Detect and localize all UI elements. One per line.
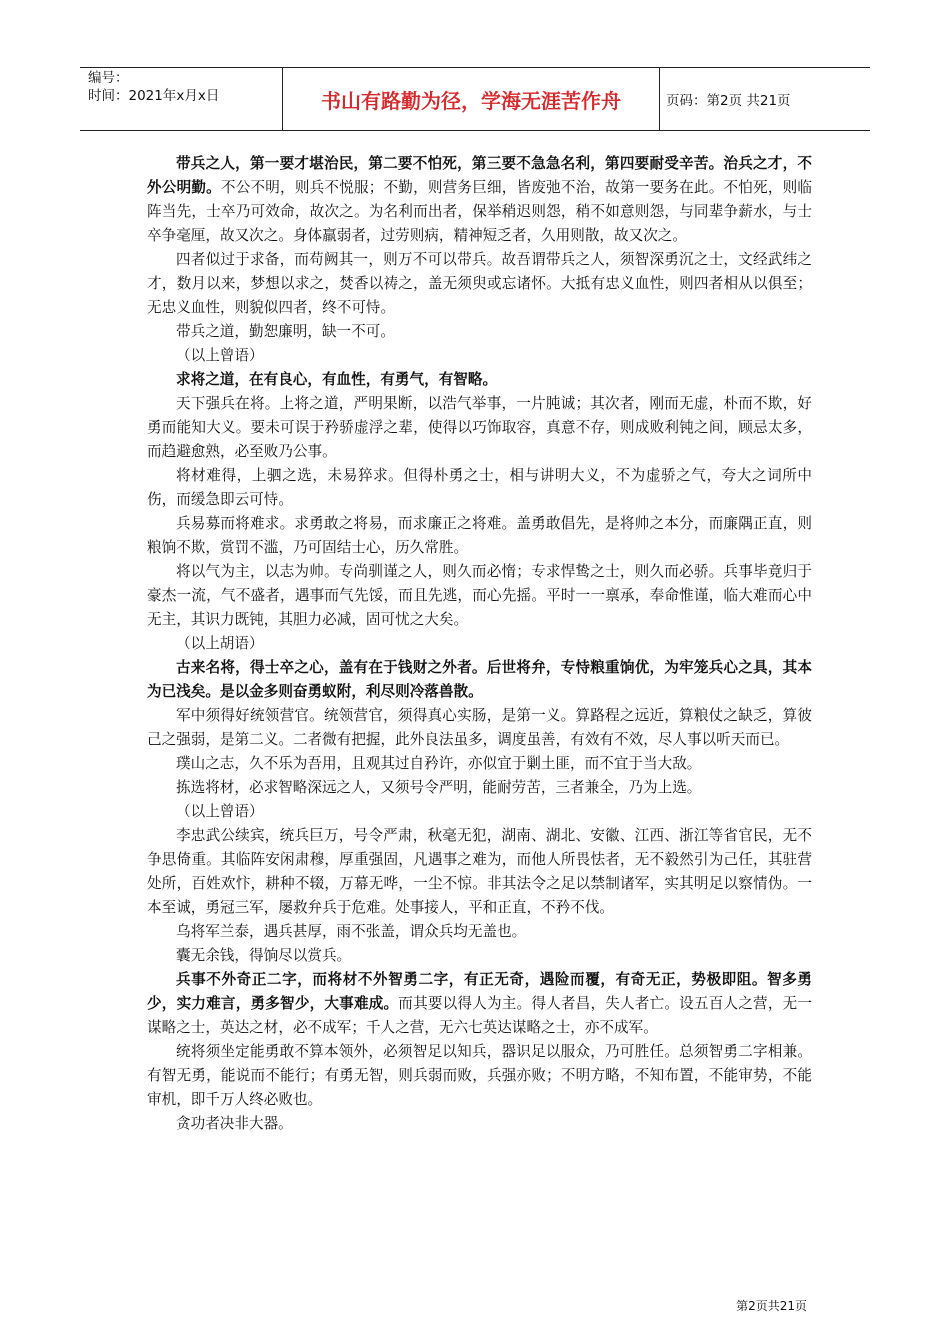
header-meta: [80, 68, 283, 130]
paragraph: [147, 320, 812, 344]
body-text: 军中须得好统领营官。统领营官，须得真心实肠，是第一义。算路程之远近，算粮仗之缺乏，算彼己之强弱，是第二义。二者微有把握，此外良法虽多，调度虽善，有效有不效，尽人事以听天而已。: [147, 707, 812, 748]
paragraph: [147, 1112, 812, 1136]
body-text: 将以气为主，以志为帅。专尚驯谨之人，则久而必惰；专求悍鸷之士，则久而必骄。兵事毕竟归于豪杰一流，气不盛者，遇事而气先馁，而且先逃，而心先摇。平时一一禀承，奉命惟谨，临大难而心中无主，其识力既钝，其胆力必减，固可忧之大矣。: [147, 563, 812, 628]
source-note: [147, 344, 812, 368]
bold-text: 兵事不外奇正二字，而将材不外智勇二字，有正无奇，遇险而覆，有奇无正，势极即阻。智多勇少，实力难言，勇多智少，大事难成。: [147, 971, 812, 1012]
bold-text: 古来名将，得士卒之心，盖有在于钱财之外者。后世将弁，专恃粮重饷优，为牢笼兵心之具，其本为已浅矣。是以金多则奋勇蚁附，利尽则冷落兽散。: [147, 659, 812, 700]
paragraph: [147, 656, 812, 704]
body-text: 乌将军兰泰，遇兵甚厚，雨不张盖，谓众兵均无盖也。: [176, 923, 527, 940]
body-text: 拣选将材，必求智略深远之人，又须号令严明，能耐劳苦，三者兼全，乃为上选。: [176, 779, 702, 796]
body-text: 不公不明，则兵不悦服；不勤，则营务巨细，皆废弛不治，故第一要务在此。不怕死，则临阵当先，士卒乃可效命，故次之。为名利而出者，保举稍迟则怨，稍不如意则怨，与同辈争薪水，与士卒争毫厘，故又次之。身体羸弱者，过劳则病，精神短乏者，久用则散，故又次之。: [147, 179, 812, 244]
body-text: （以上曾语）: [176, 803, 264, 820]
body-text: 李忠武公续宾，统兵巨万，号令严肃，秋毫无犯，湖南、湖北、安徽、江西、浙江等省官民，无不争思倚重。其临阵安闲肃穆，厚重强固，凡遇事之难为，而他人所畏怯者，无不毅然引为己任，其驻营处所，百姓欢忭，耕种不辍，万幕无哗，一尘不惊。非其法令之足以禁制诸军，实其明足以察情伪。一本至诚，勇冠三军，屡救弁兵于危难。处事接人，平和正直，不矜不伐。: [147, 827, 812, 916]
bold-text: 带兵之人，第一要才堪治民，第二要不怕死，第三要不急急名利，第四要耐受辛苦。治兵之才，不外公明勤。: [147, 155, 812, 196]
document-body: [147, 152, 812, 1136]
body-text: 贪功者决非大器。: [176, 1115, 293, 1132]
paragraph: [147, 560, 812, 632]
body-text: 天下强兵在将。上将之道，严明果断，以浩气举事，一片肫诚；其次者，刚而无虚，朴而不欺，好勇而能知大义。要未可误于矜骄虚浮之辈，使得以巧饰取容，真意不存，则成败利钝之间，顾忌太多，而趋避愈熟，必至败乃公事。: [147, 395, 812, 460]
time-label: 时间：2021年x月x日: [88, 88, 220, 104]
body-text: 统将须坐定能勇敢不算本领外，必须智足以知兵，器识足以服众，乃可胜任。总须智勇二字相兼。有智无勇，能说而不能行；有勇无智，则兵弱而败，兵强亦败；不明方略，不知布置，不能审势，不能审机，即千万人终必败也。: [147, 1043, 812, 1108]
page-header: [80, 67, 870, 131]
body-text: 带兵之道，勤恕廉明，缺一不可。: [176, 323, 395, 340]
body-text: （以上胡语）: [176, 635, 264, 652]
paragraph: [147, 944, 812, 968]
body-text: 兵易募而将难求。求勇敢之将易，而求廉正之将难。盖勇敢倡先，是将帅之本分，而廉隅正直，则粮饷不欺，赏罚不滥，乃可固结士心，历久常胜。: [147, 515, 812, 556]
header-page-number: 页码：第2页 共21页: [666, 93, 791, 109]
source-note: [147, 800, 812, 824]
paragraph: [147, 704, 812, 752]
body-text: 将材难得，上驷之选，未易猝求。但得朴勇之士，相与讲明大义，不为虚骄之气，夸大之词所中伤，而缓急即云可恃。: [147, 467, 812, 508]
paragraph: [147, 1040, 812, 1112]
body-text: 四者似过于求备，而苟阙其一，则万不可以带兵。故吾谓带兵之人，须智深勇沉之士，文经武纬之才，数月以来，梦想以求之，焚香以祷之，盖无须臾或忘诸怀。大抵有忠义血性，则四者相从以俱至；无忠义血性，则貌似四者，终不可恃。: [147, 251, 812, 316]
body-text: 璞山之志，久不乐为吾用，且观其过自矜许，亦似宜于剿土匪，而不宜于当大敌。: [176, 755, 702, 772]
paragraph: [147, 152, 812, 248]
paragraph: [147, 824, 812, 920]
paragraph: [147, 464, 812, 512]
paragraph: [147, 512, 812, 560]
paragraph: [147, 920, 812, 944]
paragraph: [147, 752, 812, 776]
paragraph: [147, 392, 812, 464]
header-motto: 书山有路勤为径，学海无涯苦作舟: [283, 68, 660, 130]
paragraph: [147, 968, 812, 1040]
body-text: 囊无余钱，得饷尽以赏兵。: [176, 947, 352, 964]
paragraph: [147, 248, 812, 320]
bold-text: 求将之道，在有良心，有血性，有勇气，有智略。: [176, 371, 498, 388]
body-text: 而其要以得人为主。得人者昌，失人者亡。设五百人之营，无一谋略之士，英达之材，必不成军；千人之营，无六七英达谋略之士，亦不成军。: [147, 995, 812, 1036]
paragraph: [147, 776, 812, 800]
paragraph: [147, 368, 812, 392]
number-label: 编号：: [88, 70, 129, 86]
body-text: （以上曾语）: [176, 347, 264, 364]
source-note: [147, 632, 812, 656]
page-footer: 第2页共21页: [736, 1299, 807, 1313]
